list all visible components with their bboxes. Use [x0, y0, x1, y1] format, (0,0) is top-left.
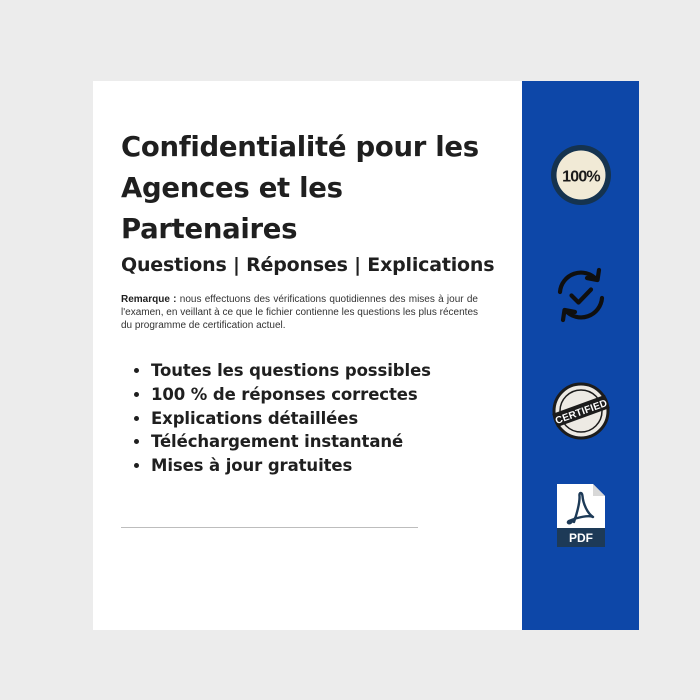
badge-sidebar: [522, 81, 639, 630]
feature-item: • 100 % de réponses correctes: [151, 383, 541, 407]
remark-note: [121, 293, 478, 332]
feature-item: • Mises à jour gratuites: [151, 454, 541, 478]
divider: [121, 527, 418, 528]
pdf-file-icon: [522, 483, 639, 549]
hundred-percent-text: 100%: [561, 168, 600, 186]
certified-stamp-icon: [522, 381, 639, 441]
feature-list: [121, 359, 541, 478]
page-subtitle: Questions | Réponses | Explications: [121, 254, 495, 276]
hundred-percent-badge-icon: [522, 143, 639, 207]
feature-item: • Toutes les questions possibles: [151, 359, 541, 383]
certified-text: CERTIFIED: [553, 397, 609, 427]
page-title: Confidentialité pour les Agences et les Partenaires: [121, 131, 479, 245]
feature-item: • Explications détaillées: [151, 407, 541, 431]
sync-check-icon: [522, 263, 639, 327]
pdf-label: PDF: [568, 531, 593, 545]
remark-text: nous effectuons des vérifications quotidiennes des mises à jour de l'examen, en veillant à ce que le fichier contienne les questions les plus récentes du programme de certification actuel.: [121, 294, 478, 331]
feature-item: • Téléchargement instantané: [151, 430, 541, 454]
card-content: [93, 81, 522, 630]
product-card: [93, 81, 639, 630]
remark-label: Remarque :: [121, 294, 177, 305]
